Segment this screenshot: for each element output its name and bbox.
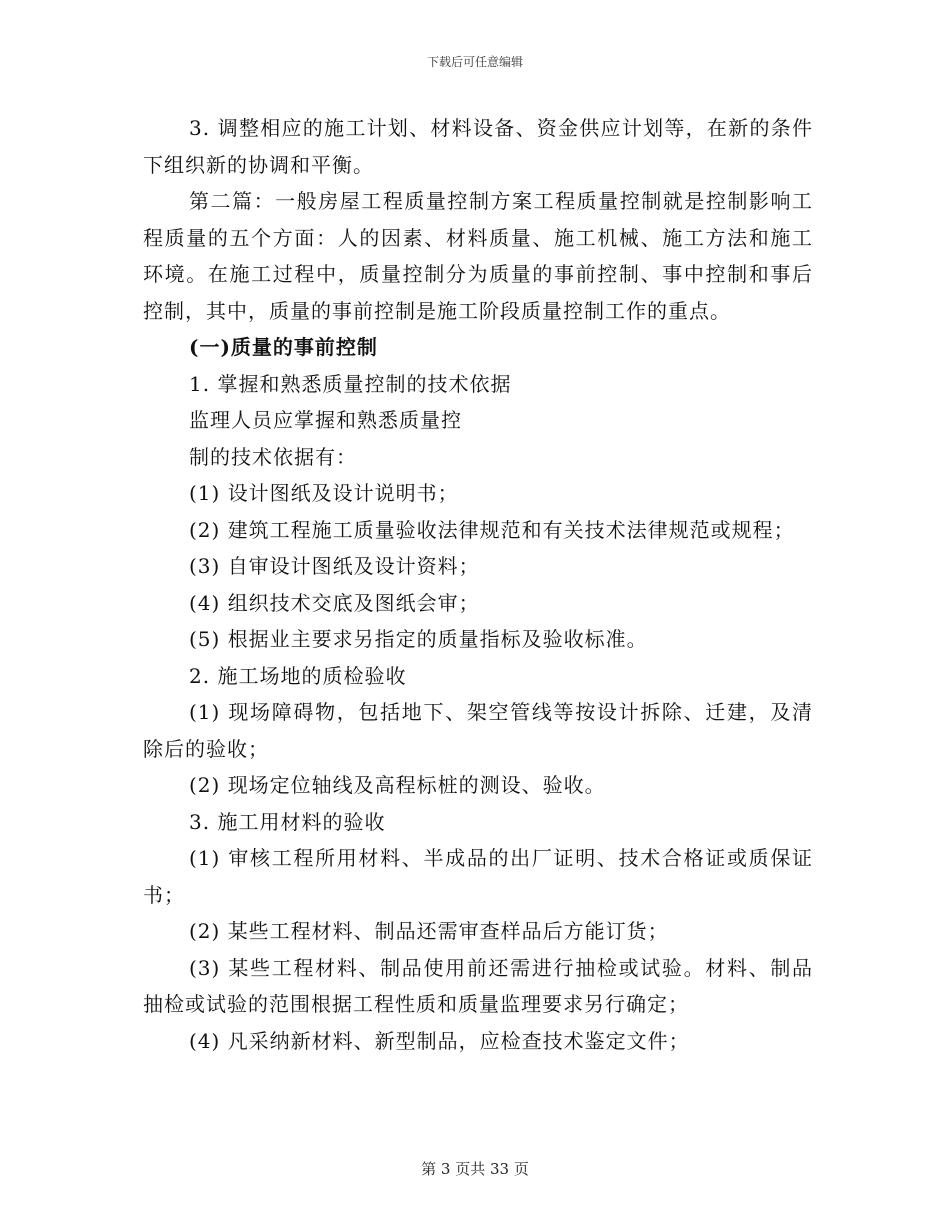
paragraph: 3. 调整相应的施工计划、材料设备、资金供应计划等，在新的条件下组织新的协调和平衡。 xyxy=(143,116,813,177)
paragraph: (1) 设计图纸及设计说明书； xyxy=(189,481,459,505)
paragraph: (2) 某些工程材料、制品还需审查样品后方能订货； xyxy=(189,919,669,943)
section-heading: (一)质量的事前控制 xyxy=(189,335,378,359)
paragraph: 监理人员应掌握和熟悉质量控 xyxy=(189,408,462,432)
paragraph: 1. 掌握和熟悉质量控制的技术依据 xyxy=(189,371,512,396)
paragraph: (3) 某些工程材料、制品使用前还需进行抽检或试验。材料、制品抽检或试验的范围根据工程性质和质量监理要求另行确定； xyxy=(143,955,813,1016)
paragraph: (2) 建筑工程施工质量验收法律规范和有关技术法律规范或规程； xyxy=(189,517,795,542)
paragraph: (5) 根据业主要求另指定的质量指标及验收标准。 xyxy=(189,627,648,651)
paragraph: 制的技术依据有： xyxy=(189,444,357,469)
paragraph: 3. 施工用材料的验收 xyxy=(189,809,386,834)
page-number: 第 3 页共 33 页 xyxy=(421,1160,529,1178)
paragraph: (1) 审核工程所用材料、半成品的出厂证明、技术合格证或质保证书； xyxy=(143,846,813,907)
paragraph: (1) 现场障碍物，包括地下、架空管线等按设计拆除、迁建，及清除后的验收； xyxy=(143,700,813,761)
paragraph: 2. 施工场地的质检验收 xyxy=(189,663,407,688)
document-body xyxy=(143,110,813,1059)
paragraph: (2) 现场定位轴线及高程标桩的测设、验收。 xyxy=(189,773,606,797)
paragraph: (3) 自审设计图纸及设计资料； xyxy=(189,554,480,578)
paragraph: (4) 组织技术交底及图纸会审； xyxy=(189,590,480,615)
paragraph: (4) 凡采纳新材料、新型制品，应检查技术鉴定文件； xyxy=(189,1028,690,1053)
paragraph: 第二篇：一般房屋工程质量控制方案工程质量控制就是控制影响工程质量的五个方面：人的因素、材料质量、施工机械、施工方法和施工环境。在施工过程中，质量控制分为质量的事前控制、事中控制和事后控制，其中，质量的事前控制是施工阶段质量控制工作的重点。 xyxy=(143,189,813,323)
page-header: 下载后可任意编辑 xyxy=(426,55,523,69)
